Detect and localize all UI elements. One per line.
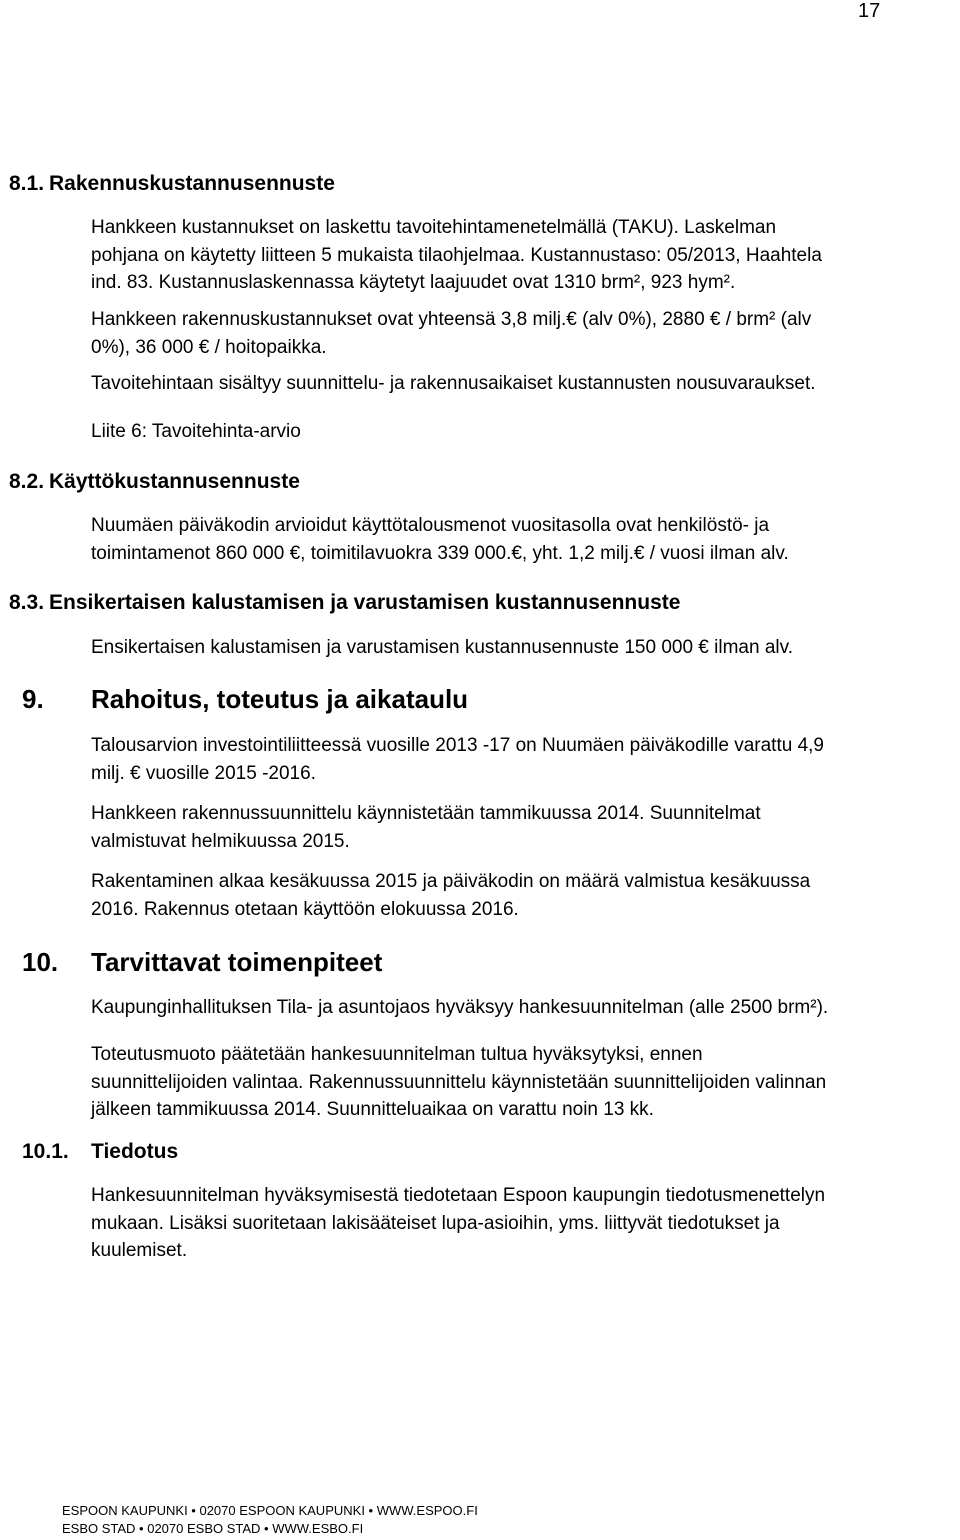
section-8-3-paragraph-1: Ensikertaisen kalustamisen ja varustamisen kustannusennuste 150 000 € ilman alv. <box>91 637 793 658</box>
footer-line-2: ESBO STAD • 02070 ESBO STAD • WWW.ESBO.FI <box>62 1521 364 1536</box>
section-8-1-paragraph-1: Hankkeen kustannukset on laskettu tavoitehintamenetelmällä (TAKU). Laskelman pohjana on käytetty liitteen 5 mukaista tilaohjelmaa. Kustannustaso: 05/2013, Haahtela ind. 83. Kustannuslaskennassa käytetyt laajuudet ovat 1310 brm², 923 hym². <box>91 217 822 293</box>
footer-line-1: ESPOON KAUPUNKI • 02070 ESPOON KAUPUNKI • WWW.ESPOO.FI <box>62 1503 478 1518</box>
section-9-paragraph-3: Rakentaminen alkaa kesäkuussa 2015 ja päiväkodin on määrä valmistua kesäkuussa 2016. Rakennus otetaan käyttöön elokuussa 2016. <box>91 871 811 920</box>
section-8-3-title: Ensikertaisen kalustamisen ja varustamisen kustannusennuste <box>49 591 681 614</box>
section-10-1-number: 10.1. <box>22 1140 69 1163</box>
section-8-1-title: Rakennuskustannusennuste <box>49 172 335 195</box>
section-9-paragraph-2: Hankkeen rakennussuunnittelu käynnistetään tammikuussa 2014. Suunnitelmat valmistuvat helmikuussa 2015. <box>91 803 761 852</box>
page-number: 17 <box>858 0 881 22</box>
section-8-2-number: 8.2. <box>9 470 45 493</box>
section-9-number: 9. <box>22 684 44 714</box>
section-9-paragraph-1: Talousarvion investointiliitteessä vuosille 2013 -17 on Nuumäen päiväkodille varattu 4,9 milj. € vuosille 2015 -2016. <box>91 735 824 784</box>
section-8-1-paragraph-4: Liite 6: Tavoitehinta-arvio <box>91 421 301 442</box>
section-10-1-title: Tiedotus <box>91 1140 179 1163</box>
section-10-title: Tarvittavat toimenpiteet <box>91 947 383 977</box>
section-8-3-number: 8.3. <box>9 591 45 614</box>
section-9-title: Rahoitus, toteutus ja aikataulu <box>91 684 469 714</box>
section-10-1-paragraph-1: Hankesuunnitelman hyväksymisestä tiedotetaan Espoon kaupungin tiedotusmenettelyn mukaan. Lisäksi suoritetaan lakisääteiset lupa-asioihin, yms. liittyvät tiedotukset ja kuulemiset. <box>91 1185 826 1261</box>
section-8-2-paragraph-1: Nuumäen päiväkodin arvioidut käyttötalousmenot vuositasolla ovat henkilöstö- ja toimintamenot 860 000 €, toimitilavuokra 339 000.€, yht. 1,2 milj.€ / vuosi ilman alv. <box>91 515 789 564</box>
section-10-paragraph-2: Toteutusmuoto päätetään hankesuunnitelman tultua hyväksytyksi, ennen suunnittelijoiden valintaa. Rakennussuunnittelu käynnistetään suunnittelijoiden valinnan jälkeen tammikuussa 2014. Suunnitteluaikaa on varattu noin 13 kk. <box>91 1044 827 1120</box>
section-8-1-number: 8.1. <box>9 172 45 195</box>
section-8-1-paragraph-2: Hankkeen rakennuskustannukset ovat yhteensä 3,8 milj.€ (alv 0%), 2880 € / brm² (alv 0%), 36 000 € / hoitopaikka. <box>91 309 812 358</box>
section-8-1-paragraph-3: Tavoitehintaan sisältyy suunnittelu- ja rakennusaikaiset kustannusten nousuvaraukset. <box>91 373 816 394</box>
section-10-number: 10. <box>22 947 59 977</box>
section-10-paragraph-1: Kaupunginhallituksen Tila- ja asuntojaos hyväksyy hankesuunnitelman (alle 2500 brm²). <box>91 997 829 1018</box>
section-8-2-title: Käyttökustannusennuste <box>49 470 300 493</box>
